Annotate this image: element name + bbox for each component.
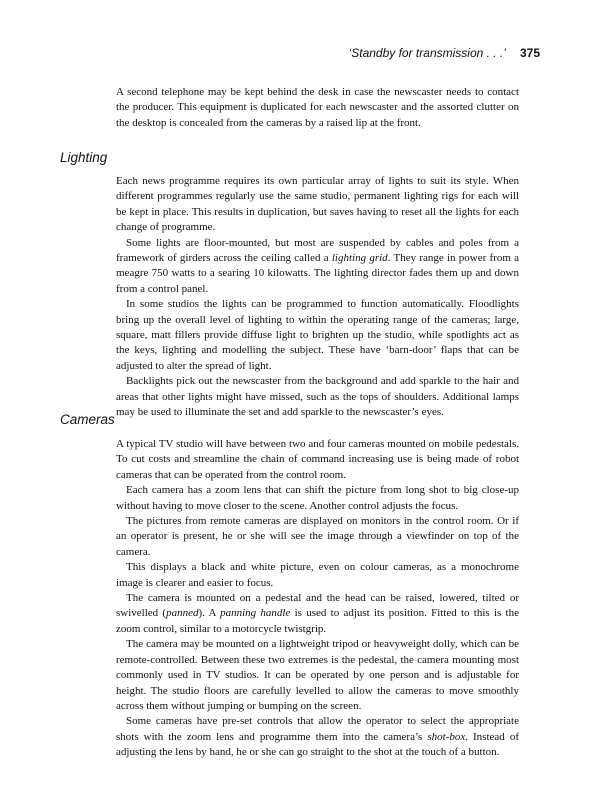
panned-term: panned <box>166 607 199 620</box>
cameras-paragraph-1: A typical TV studio will have between two and four cameras mounted on mobile pedestals. To cut costs and streamline the chain of command increasing use is being made of robot cameras that can be operated from the control room. <box>116 438 519 481</box>
cameras-paragraph-7 <box>116 714 519 760</box>
cameras-p7-text-b: . Instead of adjusting the lens by hand, he or she can go straight to the shot at the touch of a button. <box>116 730 519 759</box>
intro-section <box>116 85 519 131</box>
intro-paragraph: A second telephone may be kept behind the desk in case the newscaster needs to contact the producer. This equipment is duplicated for each newscaster and the assorted clutter on the desktop is concealed from the cameras by a raised lip at the front. <box>116 86 519 129</box>
cameras-paragraph-5 <box>116 591 519 637</box>
cameras-paragraph-3: The pictures from remote cameras are displayed on monitors in the control room. Or if an operator is present, he or she will see the image through a viewfinder on top of the camera. <box>116 515 519 558</box>
cameras-p5-text-b: ). A <box>198 607 221 620</box>
cameras-p7-text-a: Some cameras have pre-set controls that allow the operator to select the appropriate shots with the zoom lens and programme them into the camera’s <box>116 715 519 743</box>
lighting-paragraph-4: Backlights pick out the newscaster from the background and add sparkle to the hair and areas that other lights might have missed, such as the tops of shoulders. Additional lamps may be used to illuminate the set and add sparkle to the newscaster’s eyes. <box>116 375 519 419</box>
cameras-paragraph-4: This displays a black and white picture, even on colour cameras, as a monochrome image is clearer and easier to focus. <box>116 561 519 589</box>
lighting-section <box>116 174 519 421</box>
lighting-grid-term: lighting grid <box>331 252 388 265</box>
lighting-p2-text-b: . They range in power from a meagre 750 watts to a searing 10 kilowatts. The lighting director fades them up and down from a control panel. <box>116 252 520 295</box>
running-head <box>349 46 540 60</box>
lighting-paragraph-2 <box>116 236 519 298</box>
cameras-p5-text-a: The camera is mounted on a pedestal and the head can be raised, lowered, tilted or swivelled ( <box>116 592 519 620</box>
lighting-p2-text-a: Some lights are floor-mounted, but most are suspended by cables and poles from a framework of girders across the ceiling called a <box>116 236 519 265</box>
cameras-heading: Cameras <box>60 412 115 427</box>
running-head-title: ‘Standby for transmission . . .’ <box>348 46 506 60</box>
page-number: 375 <box>519 46 540 60</box>
cameras-section <box>116 437 519 761</box>
cameras-p5-text-c: is used to adjust its position. Fitted to this is the zoom control, similar to a motorcycle twistgrip. <box>116 607 519 635</box>
lighting-heading: Lighting <box>60 150 108 165</box>
panning-handle-term: panning handle <box>220 607 291 620</box>
cameras-paragraph-2: Each camera has a zoom lens that can shift the picture from long shot to big close-up without having to move closer to the scene. Another control adjusts the focus. <box>116 484 519 512</box>
lighting-paragraph-1: Each news programme requires its own particular array of lights to suit its style. When different programmes regularly use the same studio, permanent lighting rigs for each will be kept in place. This results in duplication, but saves having to reset all the lights for each change of programme. <box>116 175 519 234</box>
shot-box-term: shot-box <box>427 730 466 743</box>
cameras-paragraph-6: The camera may be mounted on a lightweight tripod or heavyweight dolly, which can be remote-controlled. Between these two extremes is the pedestal, the camera mounting most commonly used in TV studios. It can be operated by one person and is adjustable for height. The studio floors are carefully levelled to allow the cameras to move smoothly across them without jumping or bumping on the screen. <box>116 638 519 712</box>
lighting-paragraph-3: In some studios the lights can be programmed to function automatically. Floodlights bring up the overall level of lighting to within the operating range of the cameras; large, square, matt fillers provide diffuse light to brighten up the studio, while spotlights act as the keys, lighting and modelling the subject. These have ‘barn-door’ flaps that can be adjusted to alter the spread of light. <box>116 298 519 372</box>
